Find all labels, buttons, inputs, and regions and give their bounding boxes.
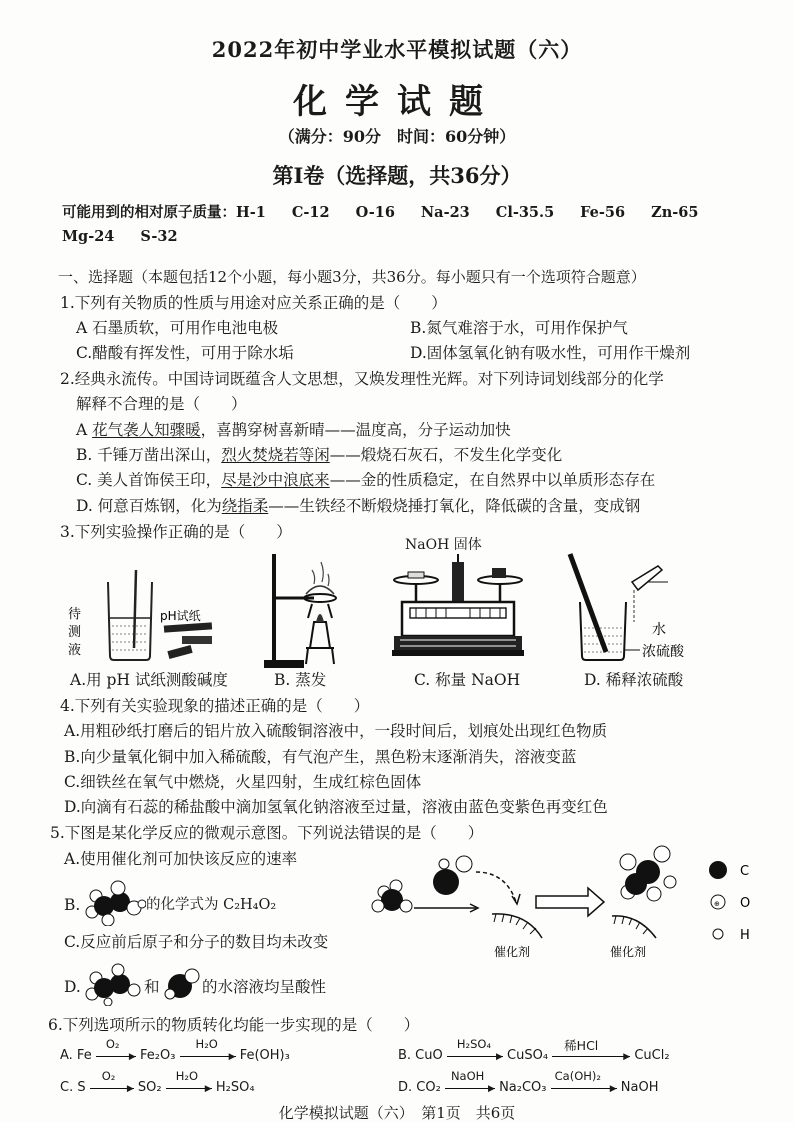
legend-carbon: C [740,864,750,879]
exam-meta: （满分：90分 时间：60分钟） [278,127,516,146]
q3-option-c: C. 称量 NaOH [414,671,521,689]
acetic-acid-molecule-icon [84,960,142,1006]
q3-option-d: D. 稀释浓硫酸 [584,671,684,689]
page-footer: 化学模拟试题（六） 第1页 共6页 [278,1104,516,1122]
q3-option-a: A.用 pH 试纸测酸碱度 [70,671,228,689]
q5-option-d: 的水溶液均呈酸性 [202,978,327,996]
balance-figure [388,554,528,670]
q4-stem: 4.下列有关实验现象的描述正确的是（ ） [60,697,370,715]
svg-text:⊕: ⊕ [714,900,720,908]
dilution-figure [558,552,708,666]
q4-option-d: D.向滴有石蕊的稀盐酸中滴加氢氧化钠溶液至过量，溶液由蓝色变紫色再变红色 [64,798,608,816]
legend-oxygen: O [740,896,751,911]
q6-option-b: B. CuO H₂SO₄ ▶ CuSO₄ 稀HCl ▶ CuCl₂ [398,1036,670,1063]
q3-naoh-label: NaOH 固体 [405,537,482,553]
ph-test-figure [64,568,234,668]
atomic-mass: Cl-35.5 [495,204,555,221]
exam-title: 2022年初中学业水平模拟试题（六） [211,37,583,62]
q2-option-a: A 花气袭人知骤暖，喜鹊穿树喜新晴——温度高，分子运动加快 [76,421,511,439]
atomic-masses [62,201,762,249]
atomic-mass: Fe-56 [580,204,626,221]
ph-side-label-3: 液 [68,643,82,658]
q1-option-b: B.氮气难溶于水，可用作保护气 [410,319,628,337]
acetic-acid-molecule-icon [82,878,146,926]
section-heading: 一、选择题（本题包括12个小题，每小题3分，共36分。每小题只有一个选项符合题意） [58,268,646,286]
q6-option-a: A. Fe O₂ ▶ Fe₂O₃ H₂O ▶ Fe(OH)₃ [60,1036,290,1063]
q5-option-b: 的化学式为 C₂H₄O₂ [146,897,277,913]
q5-option-b-label: B. [64,896,81,914]
catalyst-label: 催化剂 [610,945,647,959]
q1-stem: 1.下列有关物质的性质与用途对应关系正确的是（ ） [60,294,447,312]
q2-option-b: B. 千锤万凿出深山，烈火焚烧若等闲——煅烧石灰石，不发生化学变化 [76,446,563,464]
atomic-mass: Mg-24 [62,228,115,245]
q1-option-d: D.固体氢氧化钠有吸水性，可用作干燥剂 [410,344,691,362]
ph-side-label-2: 测 [68,625,82,640]
q6-option-c: C. S O₂ ▶ SO₂ H₂O ▶ H₂SO₄ [60,1068,255,1095]
ph-paper-label: pH试纸 [160,609,201,623]
atomic-mass: S-32 [140,228,178,245]
atomic-mass: O-16 [355,204,395,221]
atomic-mass: C-12 [291,204,330,221]
q4-option-a: A.用粗砂纸打磨后的铝片放入硫酸铜溶液中，一段时间后，划痕处出现红色物质 [64,722,608,740]
co2-molecule-icon [162,966,202,1002]
q5-option-d-and: 和 [144,978,160,996]
q5-option-a: A.使用催化剂可加快该反应的速率 [64,850,298,868]
atomic-mass: Na-23 [420,204,470,221]
evaporation-figure [262,548,352,670]
q4-option-b: B.向少量氧化铜中加入稀硫酸，有气泡产生，黑色粉末逐渐消失，溶液变蓝 [64,748,577,766]
reaction-diagram [366,842,786,972]
q6-option-d: D. CO₂ NaOH ▶ Na₂CO₃ Ca(OH)₂ ▶ NaOH [398,1068,659,1095]
ph-side-label-1: 待 [68,607,82,622]
q2-option-d: D. 何意百炼钢，化为绕指柔——生铁经不断煅烧捶打氧化，降低碳的含量，变成钢 [76,497,641,515]
q5-stem: 5.下图是某化学反应的微观示意图。下列说法错误的是（ ） [50,824,484,842]
q5-option-d-label: D. [64,978,81,996]
atomic-mass: H-1 [236,204,266,221]
q2-stem: 2.经典永流传。中国诗词既蕴含人文思想，又焕发理性光辉。对下列诗词划线部分的化学 [60,370,664,388]
conc-acid-label: 浓硫酸 [642,644,684,660]
atomic-mass: Zn-65 [651,204,699,221]
q1-option-a: A 石墨质软，可用作电池电极 [76,319,279,337]
part-title: 第I卷（选择题，共36分） [272,163,522,188]
subject-title: 化学试题 [293,82,501,122]
q3-option-b: B. 蒸发 [274,671,327,689]
legend-hydrogen: H [740,928,750,943]
q1-option-c: C.醋酸有挥发性，可用于除水垢 [76,344,294,362]
q2-stem-cont: 解释不合理的是（ ） [76,395,247,413]
q6-stem: 6.下列选项所示的物质转化均能一步实现的是（ ） [48,1016,420,1034]
q5-option-c: C.反应前后原子和分子的数目均未改变 [64,933,329,951]
catalyst-label: 催化剂 [494,945,531,959]
q2-option-c: C. 美人首饰侯王印，尽是沙中浪底来——金的性质稳定，在自然界中以单质形态存在 [76,471,656,489]
q3-stem: 3.下列实验操作正确的是（ ） [60,523,292,541]
water-label: 水 [652,622,666,638]
q4-option-c: C.细铁丝在氧气中燃烧，火星四射，生成红棕色固体 [64,773,422,791]
atomic-label: 可能用到的相对原子质量： [62,204,236,221]
